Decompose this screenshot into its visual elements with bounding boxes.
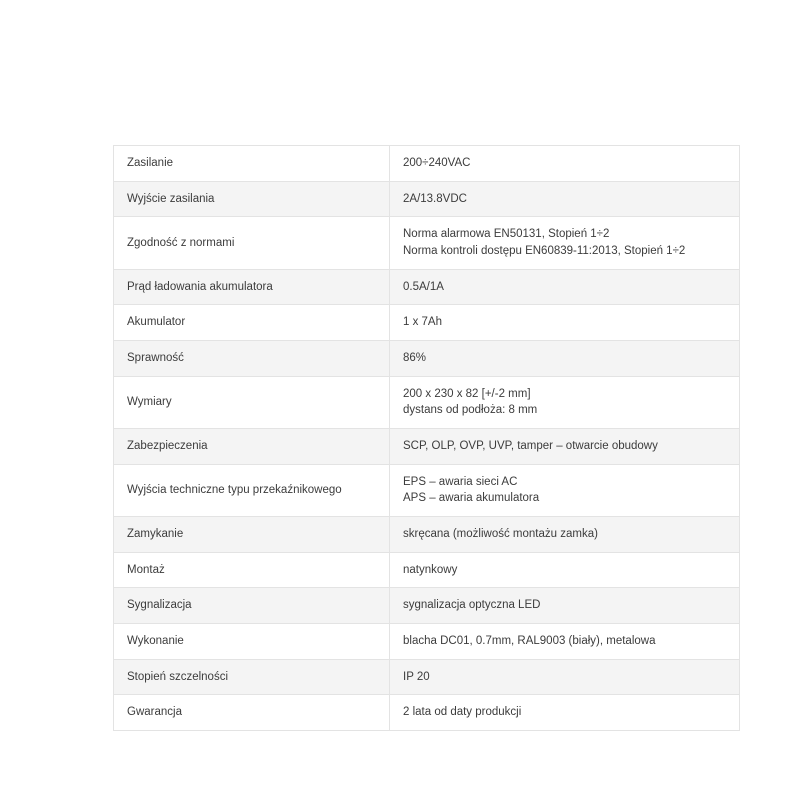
specification-table-body — [114, 146, 740, 731]
spec-value-cell — [390, 517, 740, 553]
spec-value-line: 200 x 230 x 82 [+/-2 mm] — [403, 387, 531, 400]
spec-value-cell — [390, 624, 740, 660]
table-row — [114, 659, 740, 695]
spec-value-cell — [390, 305, 740, 341]
table-row — [114, 146, 740, 182]
spec-label-cell: Zgodność z normami — [114, 217, 390, 269]
spec-label-cell: Wymiary — [114, 376, 390, 428]
spec-value-cell — [390, 146, 740, 182]
spec-value-line: SCP, OLP, OVP, UVP, tamper – otwarcie obudowy — [403, 440, 658, 453]
table-row — [114, 624, 740, 660]
spec-value-cell — [390, 376, 740, 428]
table-row — [114, 695, 740, 731]
spec-label-cell: Wyjście zasilania — [114, 181, 390, 217]
spec-value-cell — [390, 429, 740, 465]
table-row — [114, 269, 740, 305]
spec-label-cell: Akumulator — [114, 305, 390, 341]
table-row — [114, 517, 740, 553]
spec-label-cell: Prąd ładowania akumulatora — [114, 269, 390, 305]
spec-value-cell — [390, 269, 740, 305]
specification-table-container — [113, 145, 687, 731]
spec-value-line: 86% — [403, 352, 427, 365]
spec-value-line: Norma kontroli dostępu EN60839-11:2013, Stopień 1÷2 — [403, 245, 686, 258]
spec-value-line: blacha DC01, 0.7mm, RAL9003 (biały), metalowa — [403, 635, 656, 648]
spec-value-line: IP 20 — [403, 670, 430, 683]
table-row — [114, 305, 740, 341]
spec-value-cell — [390, 695, 740, 731]
spec-value-line: skręcana (możliwość montażu zamka) — [403, 528, 598, 541]
table-row — [114, 429, 740, 465]
table-row — [114, 552, 740, 588]
spec-value-line: 1 x 7Ah — [403, 316, 442, 329]
spec-label-cell: Stopień szczelności — [114, 659, 390, 695]
spec-label-cell: Sygnalizacja — [114, 588, 390, 624]
spec-value-cell — [390, 588, 740, 624]
table-row — [114, 181, 740, 217]
table-row — [114, 341, 740, 377]
spec-label-cell: Zamykanie — [114, 517, 390, 553]
spec-label-cell: Wyjścia techniczne typu przekaźnikowego — [114, 464, 390, 516]
spec-label-cell: Sprawność — [114, 341, 390, 377]
spec-value-cell — [390, 464, 740, 516]
spec-value-cell — [390, 217, 740, 269]
spec-value-cell — [390, 341, 740, 377]
spec-value-line: Norma alarmowa EN50131, Stopień 1÷2 — [403, 228, 610, 241]
table-row — [114, 376, 740, 428]
spec-value-line: dystans od podłoża: 8 mm — [403, 404, 538, 417]
spec-value-cell — [390, 659, 740, 695]
spec-value-line: 200÷240VAC — [403, 157, 471, 169]
spec-value-cell — [390, 181, 740, 217]
table-row — [114, 217, 740, 269]
spec-value-cell — [390, 552, 740, 588]
spec-value-line: 2A/13.8VDC — [403, 192, 467, 205]
spec-value-line: 0.5A/1A — [403, 280, 444, 293]
spec-label-cell: Gwarancja — [114, 695, 390, 731]
spec-value-line: natynkowy — [403, 563, 458, 576]
table-row — [114, 464, 740, 516]
spec-label-cell: Zasilanie — [114, 146, 390, 182]
spec-value-line: sygnalizacja optyczna LED — [403, 599, 541, 612]
spec-value-line: 2 lata od daty produkcji — [403, 706, 522, 719]
specification-table — [113, 145, 740, 731]
spec-label-cell: Montaż — [114, 552, 390, 588]
spec-value-line: EPS – awaria sieci AC — [403, 475, 518, 488]
spec-value-line: APS – awaria akumulatora — [403, 492, 540, 505]
spec-label-cell: Wykonanie — [114, 624, 390, 660]
table-row — [114, 588, 740, 624]
spec-label-cell: Zabezpieczenia — [114, 429, 390, 465]
